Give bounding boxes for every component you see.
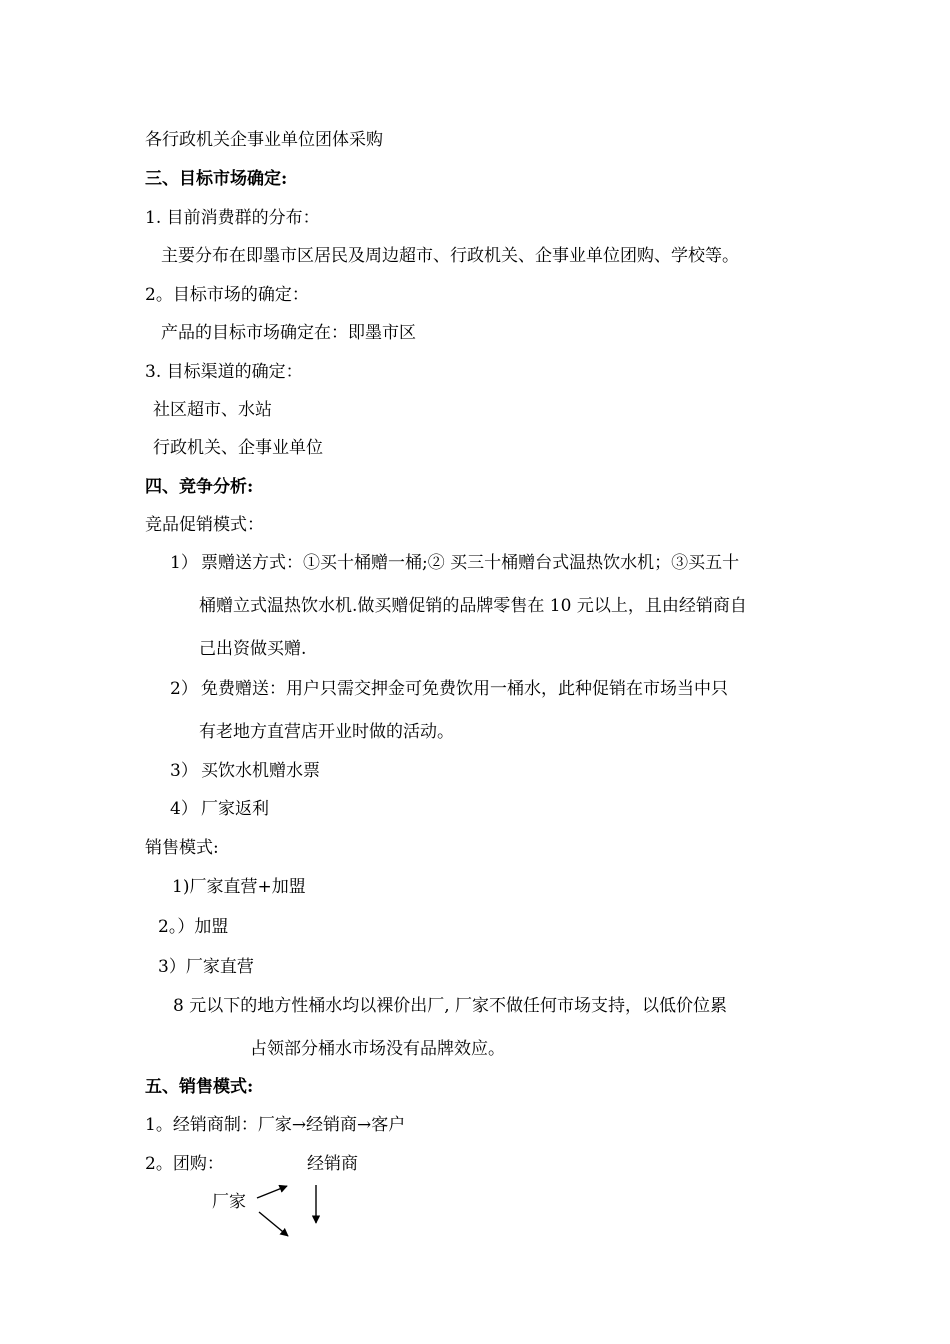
section2-body: 产品的目标市场确定在：即墨市区 (161, 323, 416, 343)
arrow-maker-to-customer (259, 1212, 288, 1236)
promo1-line2: 桶赠立式温热饮水机.做买赠促销的品牌零售在 10 元以上，且由经销商自 (199, 596, 747, 616)
heading-target-market: 三、目标市场确定: (145, 169, 288, 189)
section1-title: 1. 目前消费群的分布： (145, 208, 320, 228)
heading-competition: 四、竞争分析: (145, 477, 254, 497)
section3-item1: 社区超市、水站 (153, 400, 272, 420)
promo4-number: 4） (170, 799, 198, 819)
section3-title: 3. 目标渠道的确定： (145, 362, 303, 382)
promo2-line1: 免费赠送：用户只需交押金可免费饮用一桶水，此种促销在市场当中只 (201, 679, 728, 699)
arrow-maker-to-dealer (257, 1186, 287, 1198)
promo2-line2: 有老地方直营店开业时做的活动。 (199, 722, 454, 742)
heading-sales-mode: 五、销售模式: (145, 1077, 254, 1097)
promo-title: 竞品促销模式： (145, 515, 264, 535)
sales-note-line1: 8 元以下的地方性桶水均以裸价出厂, 厂家不做任何市场支持，以低价位累 (173, 996, 728, 1016)
mode1-line: 1。经销商制：厂家→经销商→客户 (145, 1115, 406, 1135)
mode2-maker-label: 厂家 (212, 1192, 246, 1212)
section2-title: 2。目标市场的确定： (145, 285, 309, 305)
promo3-number: 3） (170, 761, 198, 781)
promo1-line1: 票赠送方式：①买十桶赠一桶;② 买三十桶赠台式温热饮水机；③买五十 (201, 553, 740, 573)
promo2-number: 2） (170, 679, 198, 699)
sales-note-line2: 占领部分桶水市场没有品牌效应。 (250, 1039, 505, 1059)
promo4-text: 厂家返利 (201, 799, 269, 819)
sales-item3: 3）厂家直营 (158, 957, 254, 977)
promo3-text: 买饮水机赠水票 (201, 761, 320, 781)
promo1-number: 1） (170, 553, 198, 573)
section1-body: 主要分布在即墨市区居民及周边超市、行政机关、企事业单位团购、学校等。 (161, 246, 739, 266)
section3-item2: 行政机关、企事业单位 (153, 438, 323, 458)
sales-title: 销售模式: (145, 838, 219, 858)
group-purchase-flow-diagram (195, 1176, 335, 1246)
mode2-title: 2。团购： (145, 1154, 224, 1174)
promo1-line3: 己出资做买赠. (199, 639, 307, 659)
sales-item1: 1)厂家直营+加盟 (172, 877, 306, 897)
mode2-dealer-label: 经销商 (307, 1154, 358, 1174)
org-purchase-line: 各行政机关企事业单位团体采购 (145, 130, 383, 150)
sales-item2: 2。）加盟 (158, 917, 229, 937)
